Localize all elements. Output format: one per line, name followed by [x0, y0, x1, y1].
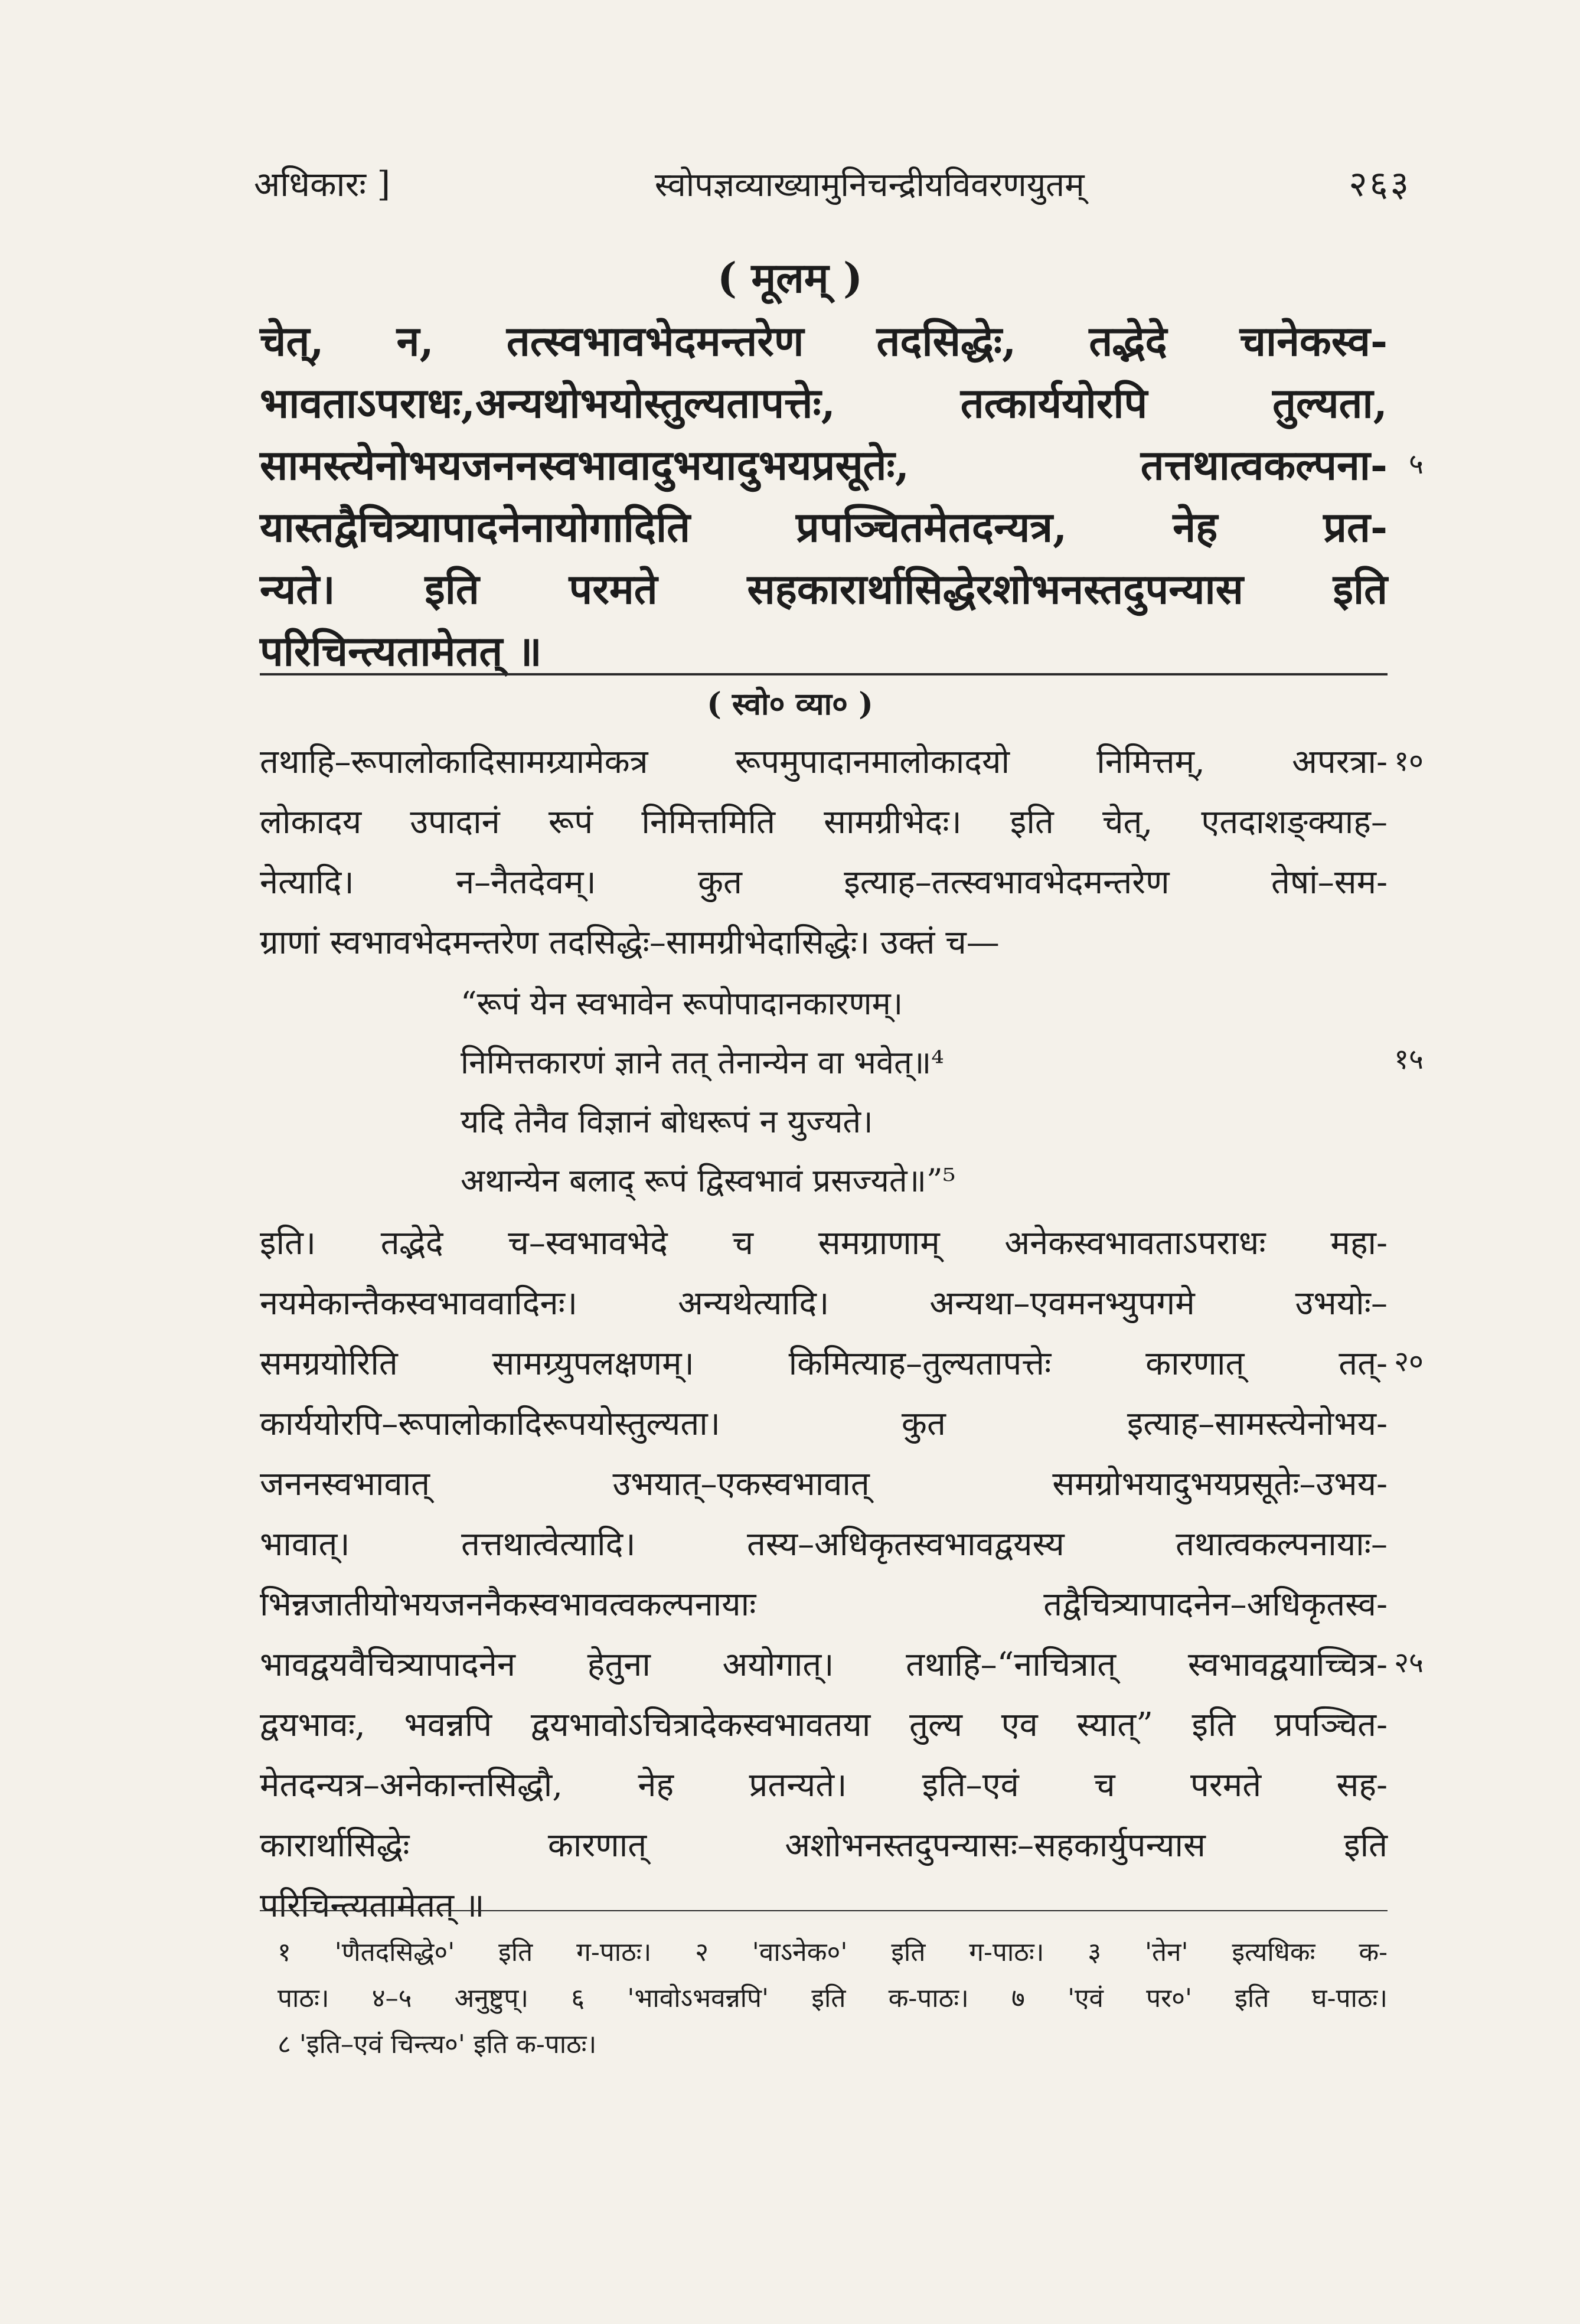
margin-number: २५	[1394, 1646, 1424, 1679]
commentary-line: तथाहि–रूपालोकादिसामग्र्यामेकत्र रूपमुपादानमालोकादयो निमित्तम्, अपरत्रा-	[260, 743, 1388, 781]
header-title: स्वोपज्ञव्याख्यामुनिचन्द्रीयविवरणयुतम्	[654, 166, 1085, 204]
footnote-line: पाठः। ४–५ अनुष्टुप्। ६ 'भावोऽभवन्नपि' इति क-पाठः। ७ 'एवं पर०' इति घ-पाठः।	[278, 1983, 1388, 2013]
commentary-part-b	[260, 1213, 1388, 1936]
verse-line: यदि तेनैव विज्ञानं बोधरूपं न युज्यते।	[461, 1103, 873, 1140]
commentary-line: नयमेकान्तैकस्वभाववादिनः। अन्यथेत्यादि। अन्यथा–एवमनभ्युपगमे उभयोः–	[260, 1284, 1388, 1323]
commentary-line: इति। तद्भेदे च–स्वभावभेदे च समग्राणाम् अनेकस्वभावताऽपराधः महा-	[260, 1224, 1388, 1262]
mula-line: न्यते। इति परमते सहकारार्थासिद्धेरशोभनस्तदुपन्यास इति	[260, 564, 1388, 613]
mula-line: चेत्, न, तत्स्वभावभेदमन्तरेण तदसिद्धेः, तद्भेदे चानेकस्व-	[260, 316, 1388, 365]
page-number: २६३	[1349, 164, 1411, 205]
mula-line: परिचिन्त्यतामेतत् ॥	[260, 626, 542, 675]
mula-line: भावताऽपराधः,अन्यथोभयोस्तुल्यतापत्तेः, तत्कार्ययोरपि तुल्यता,	[260, 378, 1388, 427]
verse-line: अथान्येन बलाद् रूपं द्विस्वभावं प्रसज्यते॥”⁵	[461, 1162, 956, 1199]
margin-number: २०	[1394, 1345, 1424, 1378]
mula-heading: ( मूलम् )	[717, 253, 863, 302]
commentary-line: लोकादय उपादानं रूपं निमित्तमिति सामग्रीभेदः। इति चेत्, एतदाशङ्क्याह–	[260, 803, 1388, 841]
commentary-line: नेत्यादि। न–नैतदेवम्। कुत इत्याह–तत्स्वभावभेदमन्तरेण तेषां–सम-	[260, 863, 1388, 902]
section-divider	[260, 673, 1388, 675]
margin-number: १०	[1394, 745, 1424, 778]
vyakhya-heading: ( स्वो० व्या० )	[707, 686, 873, 722]
footnote-line: ८ 'इति–एवं चिन्त्य०' इति क-पाठः।	[278, 2029, 597, 2059]
footnote-divider	[260, 1910, 1388, 1911]
mula-line: सामस्त्येनोभयजननस्वभावादुभयादुभयप्रसूतेः, तत्तथात्वकल्पना-	[260, 440, 1388, 489]
commentary-line: मेतदन्यत्र–अनेकान्तसिद्धौ, नेह प्रतन्यते। इति–एवं च परमते सह-	[260, 1766, 1388, 1804]
commentary-line: कार्ययोरपि–रूपालोकादिरूपयोस्तुल्यता। कुत इत्याह–सामस्त्येनोभय-	[260, 1405, 1388, 1443]
commentary-line: भावात्। तत्तथात्वेत्यादि। तस्य–अधिकृतस्वभावद्वयस्य तथात्वकल्पनायाः–	[260, 1525, 1388, 1564]
margin-number: ५	[1409, 448, 1424, 481]
verse-line: निमित्तकारणं ज्ञाने तत् तेनान्येन वा भवेत्॥⁴	[461, 1044, 944, 1081]
commentary-line: समग्रयोरिति सामग्र्युपलक्षणम्। किमित्याह–तुल्यतापत्तेः कारणात् तत्-	[260, 1344, 1388, 1383]
commentary-part-a	[260, 732, 1388, 973]
quoted-verse	[461, 974, 1228, 1210]
commentary-line: भिन्नजातीयोभयजननैकस्वभावत्वकल्पनायाः तद्वैचित्र्यापादनेन–अधिकृतस्व-	[260, 1585, 1388, 1624]
mula-line: यास्तद्वैचित्र्यापादनेनायोगादिति प्रपञ्चितमेतदन्यत्र, नेह प्रत-	[260, 502, 1388, 551]
header-section: अधिकारः ]	[254, 164, 391, 204]
commentary-line: कारार्थासिद्धेः कारणात् अशोभनस्तदुपन्यासः–सहकार्युपन्यास इति	[260, 1826, 1388, 1865]
commentary-line: परिचिन्त्यतामेतत् ॥	[260, 1886, 485, 1925]
footnotes	[278, 1930, 1388, 2068]
mula-text	[260, 310, 1388, 682]
running-header	[254, 158, 1411, 207]
commentary-line: भावद्वयवैचित्र्यापादनेन हेतुना अयोगात्। तथाहि–“नाचित्रात् स्वभावद्वयाच्चित्र-	[260, 1646, 1388, 1684]
commentary-line: ग्राणां स्वभावभेदमन्तरेण तदसिद्धेः–सामग्रीभेदासिद्धेः। उक्तं च—	[260, 923, 1000, 962]
commentary-line: जननस्वभावात् उभयात्–एकस्वभावात् समग्रोभयादुभयप्रसूतेः–उभय-	[260, 1465, 1388, 1503]
commentary-line: द्वयभावः, भवन्नपि द्वयभावोऽचित्रादेकस्वभावतया तुल्य एव स्यात्” इति प्रपञ्चित-	[260, 1706, 1388, 1744]
footnote-line: १ 'णैतदसिद्धे०' इति ग-पाठः। २ 'वाऽनेक०' इति ग-पाठः। ३ 'तेन' इत्यधिकः क-	[278, 1937, 1388, 1967]
verse-line: “रूपं येन स्वभावेन रूपोपादानकारणम्।	[461, 985, 903, 1022]
margin-number: १५	[1394, 1043, 1424, 1076]
